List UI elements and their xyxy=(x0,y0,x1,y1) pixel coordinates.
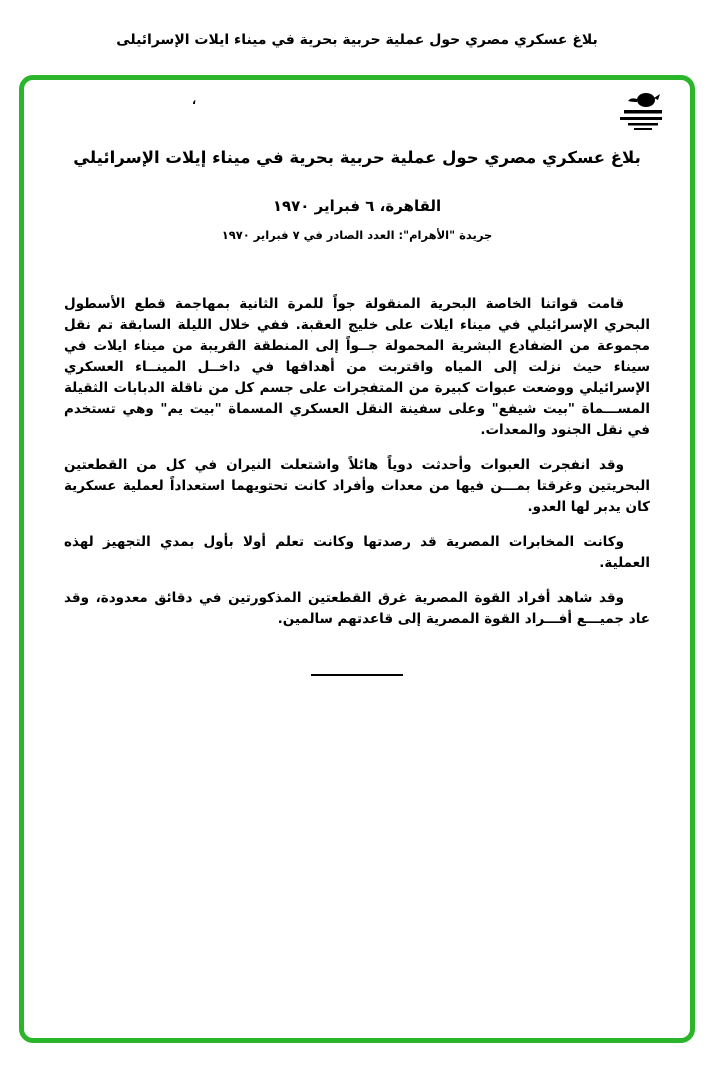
source-line: جريدة "الأهرام": العدد الصادر في ٧ فبراير ١٩٧٠ xyxy=(221,228,493,242)
paragraph-3: وكانت المخابرات المصرية قد رصدتها وكانت تعلم أولا بأول بمدي التجهيز لهذه العملية. xyxy=(64,534,650,571)
paragraph-4: وقد شاهد أفراد القوة المصرية غرق القطعتين المذكورتين في دقائق معدودة، وقد عاد جميـــع أفـــراد القوة المصرية إلى قاعدتهم سالمين. xyxy=(64,590,650,627)
document-frame xyxy=(19,75,695,1043)
document-body xyxy=(64,294,650,630)
scan-artifact-mark: ، xyxy=(192,94,197,107)
paragraph-1: قامت قواتنا الخاصة البحرية المنقولة جواً للمرة الثانية بمهاجمة قطع الأسطول البحري الإسرائيلي في ميناء ايلات على خليج العقبة. ففي خلال الليلة السابقة تم نقل مجموعة من الضفادع البشرية المحمولة جــواً إلى المنطقة القريبة من ميناء ايلات في سيناء حيث نزلت إلى المياه واقتربت من أهدافها في داخــل المينــاء العسكري الإسرائيلي ووضعت عبوات كبيرة من المتفجرات على جسم كل من ناقلة الدبابات الثقيلة المســـماة "بيت شيفع" وعلى سفينة النقل العسكري المسماة "بيت يم" وهي تستخدم في نقل الجنود والمعدات. xyxy=(64,296,650,438)
dateline: القاهرة، ٦ فبراير ١٩٧٠ xyxy=(272,197,442,215)
document-title: بلاغ عسكري مصري حول عملية حربية بحرية في ميناء إيلات الإسرائيلي xyxy=(73,148,641,167)
page-header-title: بلاغ عسكري مصري حول عملية حربية بحرية في ميناء ايلات الإسرائيلى xyxy=(116,32,598,48)
emblem-stamp-icon xyxy=(610,90,668,138)
end-rule-divider xyxy=(311,674,403,676)
paragraph-2: وقد انفجرت العبوات وأحدثت دوياً هائلاً واشتعلت النيران في كل من القطعتين البحريتين وغرقتا بمـــن فيها من معدات وأفراد كانت تحتويهما استعداداً لعملية عسكرية كان يدبر لها العدو. xyxy=(64,457,650,515)
